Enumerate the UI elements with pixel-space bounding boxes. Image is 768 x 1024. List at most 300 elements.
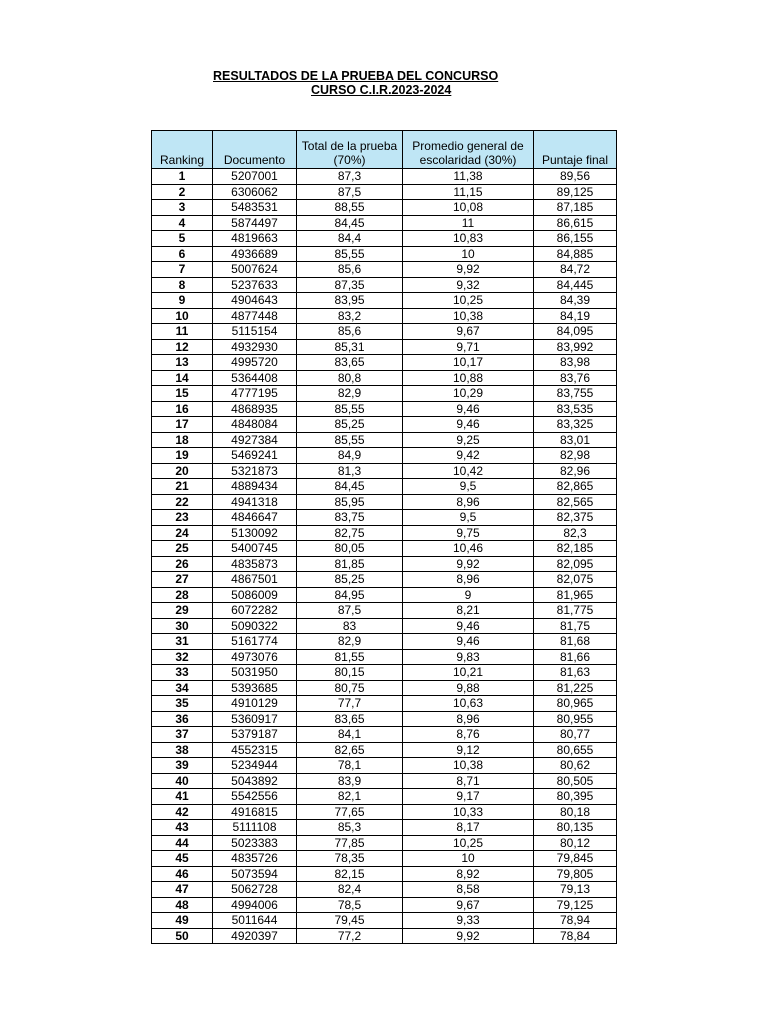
ranking-cell: 50 (152, 928, 213, 944)
puntaje-final-cell: 82,96 (534, 463, 617, 479)
total-prueba-cell: 85,25 (297, 417, 403, 433)
puntaje-final-cell: 81,225 (534, 680, 617, 696)
total-prueba-cell: 83 (297, 618, 403, 634)
puntaje-final-cell: 87,185 (534, 200, 617, 216)
table-row (152, 804, 617, 820)
promedio-cell: 9,71 (403, 339, 534, 355)
table-row (152, 293, 617, 309)
documento-cell: 4835873 (213, 556, 297, 572)
total-prueba-cell: 80,8 (297, 370, 403, 386)
table-row (152, 525, 617, 541)
title-line-1: RESULTADOS DE LA PRUEBA DEL CONCURSO (213, 69, 499, 83)
header-documento: Documento (213, 131, 297, 169)
promedio-cell: 9,46 (403, 401, 534, 417)
table-row (152, 556, 617, 572)
ranking-cell: 16 (152, 401, 213, 417)
table-row (152, 603, 617, 619)
table-row (152, 277, 617, 293)
total-prueba-cell: 87,5 (297, 603, 403, 619)
promedio-cell: 10,42 (403, 463, 534, 479)
total-prueba-cell: 83,65 (297, 355, 403, 371)
ranking-cell: 32 (152, 649, 213, 665)
total-prueba-cell: 87,35 (297, 277, 403, 293)
promedio-cell: 8,96 (403, 494, 534, 510)
ranking-cell: 22 (152, 494, 213, 510)
header-row (152, 131, 617, 169)
documento-cell: 5031950 (213, 665, 297, 681)
ranking-cell: 9 (152, 293, 213, 309)
total-prueba-cell: 82,9 (297, 634, 403, 650)
documento-cell: 4877448 (213, 308, 297, 324)
puntaje-final-cell: 78,84 (534, 928, 617, 944)
puntaje-final-cell: 78,94 (534, 913, 617, 929)
total-prueba-cell: 81,55 (297, 649, 403, 665)
total-prueba-cell: 85,6 (297, 262, 403, 278)
promedio-cell: 8,17 (403, 820, 534, 836)
table-row (152, 432, 617, 448)
documento-cell: 5007624 (213, 262, 297, 278)
ranking-cell: 40 (152, 773, 213, 789)
documento-cell: 5542556 (213, 789, 297, 805)
table-row (152, 386, 617, 402)
promedio-cell: 10 (403, 851, 534, 867)
documento-cell: 5469241 (213, 448, 297, 464)
table-row (152, 215, 617, 231)
total-prueba-cell: 77,85 (297, 835, 403, 851)
ranking-cell: 49 (152, 913, 213, 929)
total-prueba-cell: 85,6 (297, 324, 403, 340)
ranking-cell: 48 (152, 897, 213, 913)
total-prueba-cell: 81,85 (297, 556, 403, 572)
ranking-cell: 47 (152, 882, 213, 898)
promedio-cell: 10,25 (403, 293, 534, 309)
ranking-cell: 12 (152, 339, 213, 355)
table-row (152, 541, 617, 557)
ranking-cell: 41 (152, 789, 213, 805)
documento-cell: 4819663 (213, 231, 297, 247)
documento-cell: 5115154 (213, 324, 297, 340)
puntaje-final-cell: 79,805 (534, 866, 617, 882)
puntaje-final-cell: 82,565 (534, 494, 617, 510)
total-prueba-cell: 84,45 (297, 215, 403, 231)
documento-cell: 5364408 (213, 370, 297, 386)
promedio-cell: 10,17 (403, 355, 534, 371)
promedio-cell: 10,08 (403, 200, 534, 216)
ranking-cell: 34 (152, 680, 213, 696)
total-prueba-cell: 81,3 (297, 463, 403, 479)
promedio-cell: 11,38 (403, 169, 534, 185)
promedio-cell: 9,25 (403, 432, 534, 448)
promedio-cell: 10,38 (403, 308, 534, 324)
documento-cell: 6306062 (213, 184, 297, 200)
ranking-cell: 4 (152, 215, 213, 231)
puntaje-final-cell: 79,13 (534, 882, 617, 898)
total-prueba-cell: 85,55 (297, 246, 403, 262)
ranking-cell: 27 (152, 572, 213, 588)
promedio-cell: 8,21 (403, 603, 534, 619)
table-row (152, 665, 617, 681)
table-row (152, 897, 617, 913)
promedio-cell: 9,83 (403, 649, 534, 665)
ranking-cell: 14 (152, 370, 213, 386)
promedio-cell: 11,15 (403, 184, 534, 200)
puntaje-final-cell: 80,18 (534, 804, 617, 820)
promedio-cell: 10,33 (403, 804, 534, 820)
ranking-cell: 6 (152, 246, 213, 262)
ranking-cell: 25 (152, 541, 213, 557)
puntaje-final-cell: 86,615 (534, 215, 617, 231)
table-row (152, 231, 617, 247)
ranking-cell: 3 (152, 200, 213, 216)
documento-cell: 4867501 (213, 572, 297, 588)
promedio-cell: 9,67 (403, 324, 534, 340)
total-prueba-cell: 82,4 (297, 882, 403, 898)
promedio-cell: 8,58 (403, 882, 534, 898)
total-prueba-cell: 84,95 (297, 587, 403, 603)
documento-cell: 4910129 (213, 696, 297, 712)
table-row (152, 711, 617, 727)
table-row (152, 634, 617, 650)
ranking-cell: 21 (152, 479, 213, 495)
documento-cell: 4846647 (213, 510, 297, 526)
total-prueba-cell: 85,55 (297, 401, 403, 417)
puntaje-final-cell: 80,77 (534, 727, 617, 743)
documento-cell: 5023383 (213, 835, 297, 851)
promedio-cell: 9,42 (403, 448, 534, 464)
puntaje-final-cell: 84,885 (534, 246, 617, 262)
documento-cell: 4932930 (213, 339, 297, 355)
puntaje-final-cell: 89,56 (534, 169, 617, 185)
header-ranking: Ranking (152, 131, 213, 169)
documento-cell: 4973076 (213, 649, 297, 665)
puntaje-final-cell: 80,505 (534, 773, 617, 789)
table-row (152, 851, 617, 867)
total-prueba-cell: 83,95 (297, 293, 403, 309)
documento-cell: 5111108 (213, 820, 297, 836)
ranking-cell: 46 (152, 866, 213, 882)
ranking-cell: 1 (152, 169, 213, 185)
promedio-cell: 10,25 (403, 835, 534, 851)
table-row (152, 494, 617, 510)
documento-cell: 4552315 (213, 742, 297, 758)
documento-cell: 5043892 (213, 773, 297, 789)
documento-cell: 4916815 (213, 804, 297, 820)
puntaje-final-cell: 84,39 (534, 293, 617, 309)
promedio-cell: 9 (403, 587, 534, 603)
table-row (152, 758, 617, 774)
ranking-cell: 31 (152, 634, 213, 650)
table-body (152, 169, 617, 944)
ranking-cell: 5 (152, 231, 213, 247)
promedio-cell: 8,96 (403, 711, 534, 727)
total-prueba-cell: 78,5 (297, 897, 403, 913)
total-prueba-cell: 85,55 (297, 432, 403, 448)
puntaje-final-cell: 83,76 (534, 370, 617, 386)
puntaje-final-cell: 82,3 (534, 525, 617, 541)
table-row (152, 169, 617, 185)
documento-cell: 4927384 (213, 432, 297, 448)
documento-cell: 5207001 (213, 169, 297, 185)
table-row (152, 866, 617, 882)
documento-cell: 4777195 (213, 386, 297, 402)
table-row (152, 789, 617, 805)
puntaje-final-cell: 80,655 (534, 742, 617, 758)
table-row (152, 649, 617, 665)
promedio-cell: 9,5 (403, 479, 534, 495)
puntaje-final-cell: 80,12 (534, 835, 617, 851)
table-row (152, 572, 617, 588)
documento-cell: 5321873 (213, 463, 297, 479)
puntaje-final-cell: 81,965 (534, 587, 617, 603)
ranking-cell: 24 (152, 525, 213, 541)
ranking-cell: 44 (152, 835, 213, 851)
table-row (152, 742, 617, 758)
total-prueba-cell: 85,3 (297, 820, 403, 836)
puntaje-final-cell: 82,075 (534, 572, 617, 588)
table-row (152, 401, 617, 417)
puntaje-final-cell: 79,845 (534, 851, 617, 867)
documento-cell: 5062728 (213, 882, 297, 898)
puntaje-final-cell: 83,535 (534, 401, 617, 417)
puntaje-final-cell: 81,68 (534, 634, 617, 650)
documento-cell: 6072282 (213, 603, 297, 619)
puntaje-final-cell: 84,445 (534, 277, 617, 293)
total-prueba-cell: 78,1 (297, 758, 403, 774)
total-prueba-cell: 85,31 (297, 339, 403, 355)
ranking-cell: 17 (152, 417, 213, 433)
puntaje-final-cell: 89,125 (534, 184, 617, 200)
ranking-cell: 36 (152, 711, 213, 727)
puntaje-final-cell: 82,185 (534, 541, 617, 557)
documento-cell: 5874497 (213, 215, 297, 231)
promedio-cell: 9,46 (403, 618, 534, 634)
promedio-cell: 10,88 (403, 370, 534, 386)
puntaje-final-cell: 83,992 (534, 339, 617, 355)
promedio-cell: 10,29 (403, 386, 534, 402)
puntaje-final-cell: 83,98 (534, 355, 617, 371)
total-prueba-cell: 85,25 (297, 572, 403, 588)
table-row (152, 324, 617, 340)
puntaje-final-cell: 81,66 (534, 649, 617, 665)
promedio-cell: 9,32 (403, 277, 534, 293)
ranking-cell: 43 (152, 820, 213, 836)
header-total-prueba: Total de la prueba (70%) (297, 131, 403, 169)
promedio-cell: 9,46 (403, 634, 534, 650)
documento-cell: 5090322 (213, 618, 297, 634)
table-row (152, 587, 617, 603)
ranking-cell: 23 (152, 510, 213, 526)
puntaje-final-cell: 80,62 (534, 758, 617, 774)
ranking-cell: 39 (152, 758, 213, 774)
promedio-cell: 10,63 (403, 696, 534, 712)
total-prueba-cell: 82,15 (297, 866, 403, 882)
promedio-cell: 9,12 (403, 742, 534, 758)
promedio-cell: 10,83 (403, 231, 534, 247)
total-prueba-cell: 77,7 (297, 696, 403, 712)
documento-cell: 5073594 (213, 866, 297, 882)
ranking-cell: 2 (152, 184, 213, 200)
promedio-cell: 8,96 (403, 572, 534, 588)
puntaje-final-cell: 82,98 (534, 448, 617, 464)
documento-cell: 4920397 (213, 928, 297, 944)
table-row (152, 618, 617, 634)
promedio-cell: 11 (403, 215, 534, 231)
table-row (152, 262, 617, 278)
documento-cell: 5130092 (213, 525, 297, 541)
total-prueba-cell: 88,55 (297, 200, 403, 216)
promedio-cell: 9,46 (403, 417, 534, 433)
documento-cell: 4941318 (213, 494, 297, 510)
total-prueba-cell: 80,15 (297, 665, 403, 681)
ranking-cell: 11 (152, 324, 213, 340)
table-row (152, 355, 617, 371)
ranking-cell: 30 (152, 618, 213, 634)
total-prueba-cell: 87,5 (297, 184, 403, 200)
promedio-cell: 9,88 (403, 680, 534, 696)
promedio-cell: 8,71 (403, 773, 534, 789)
total-prueba-cell: 77,65 (297, 804, 403, 820)
puntaje-final-cell: 83,755 (534, 386, 617, 402)
puntaje-final-cell: 81,75 (534, 618, 617, 634)
promedio-cell: 9,17 (403, 789, 534, 805)
total-prueba-cell: 78,35 (297, 851, 403, 867)
promedio-cell: 10,46 (403, 541, 534, 557)
documento-cell: 5011644 (213, 913, 297, 929)
documento-cell: 5483531 (213, 200, 297, 216)
table-row (152, 727, 617, 743)
ranking-cell: 20 (152, 463, 213, 479)
ranking-cell: 7 (152, 262, 213, 278)
total-prueba-cell: 82,1 (297, 789, 403, 805)
table-row (152, 246, 617, 262)
puntaje-final-cell: 81,63 (534, 665, 617, 681)
ranking-cell: 26 (152, 556, 213, 572)
promedio-cell: 8,92 (403, 866, 534, 882)
promedio-cell: 9,5 (403, 510, 534, 526)
table-row (152, 463, 617, 479)
ranking-cell: 45 (152, 851, 213, 867)
table-row (152, 200, 617, 216)
total-prueba-cell: 83,65 (297, 711, 403, 727)
promedio-cell: 9,92 (403, 262, 534, 278)
documento-cell: 5161774 (213, 634, 297, 650)
total-prueba-cell: 79,45 (297, 913, 403, 929)
documento-cell: 5360917 (213, 711, 297, 727)
puntaje-final-cell: 86,155 (534, 231, 617, 247)
ranking-cell: 10 (152, 308, 213, 324)
documento-cell: 4835726 (213, 851, 297, 867)
table-row (152, 680, 617, 696)
puntaje-final-cell: 80,965 (534, 696, 617, 712)
total-prueba-cell: 83,9 (297, 773, 403, 789)
ranking-cell: 33 (152, 665, 213, 681)
puntaje-final-cell: 81,775 (534, 603, 617, 619)
documento-cell: 4995720 (213, 355, 297, 371)
ranking-cell: 35 (152, 696, 213, 712)
documento-cell: 4936689 (213, 246, 297, 262)
table-row (152, 696, 617, 712)
ranking-cell: 13 (152, 355, 213, 371)
table-row (152, 184, 617, 200)
documento-cell: 5379187 (213, 727, 297, 743)
promedio-cell: 9,92 (403, 928, 534, 944)
header-promedio-escolaridad: Promedio general de escolaridad (30%) (403, 131, 534, 169)
total-prueba-cell: 80,75 (297, 680, 403, 696)
total-prueba-cell: 84,9 (297, 448, 403, 464)
documento-cell: 5234944 (213, 758, 297, 774)
puntaje-final-cell: 82,865 (534, 479, 617, 495)
results-table (151, 130, 617, 944)
table-row (152, 882, 617, 898)
ranking-cell: 38 (152, 742, 213, 758)
ranking-cell: 28 (152, 587, 213, 603)
total-prueba-cell: 80,05 (297, 541, 403, 557)
promedio-cell: 10,21 (403, 665, 534, 681)
total-prueba-cell: 77,2 (297, 928, 403, 944)
ranking-cell: 42 (152, 804, 213, 820)
documento-cell: 4848084 (213, 417, 297, 433)
puntaje-final-cell: 82,375 (534, 510, 617, 526)
table-row (152, 913, 617, 929)
table-row (152, 448, 617, 464)
puntaje-final-cell: 82,095 (534, 556, 617, 572)
table-row (152, 417, 617, 433)
documento-cell: 5393685 (213, 680, 297, 696)
total-prueba-cell: 83,2 (297, 308, 403, 324)
puntaje-final-cell: 84,72 (534, 262, 617, 278)
puntaje-final-cell: 83,01 (534, 432, 617, 448)
promedio-cell: 9,33 (403, 913, 534, 929)
puntaje-final-cell: 80,395 (534, 789, 617, 805)
total-prueba-cell: 84,1 (297, 727, 403, 743)
puntaje-final-cell: 80,955 (534, 711, 617, 727)
promedio-cell: 10 (403, 246, 534, 262)
promedio-cell: 9,67 (403, 897, 534, 913)
documento-cell: 4904643 (213, 293, 297, 309)
total-prueba-cell: 84,4 (297, 231, 403, 247)
table-row (152, 820, 617, 836)
table-row (152, 308, 617, 324)
documento-cell: 5237633 (213, 277, 297, 293)
table-row (152, 835, 617, 851)
puntaje-final-cell: 84,19 (534, 308, 617, 324)
puntaje-final-cell: 80,135 (534, 820, 617, 836)
ranking-cell: 8 (152, 277, 213, 293)
table-row (152, 339, 617, 355)
table-row (152, 510, 617, 526)
puntaje-final-cell: 83,325 (534, 417, 617, 433)
table-row (152, 928, 617, 944)
ranking-cell: 15 (152, 386, 213, 402)
ranking-cell: 19 (152, 448, 213, 464)
promedio-cell: 9,92 (403, 556, 534, 572)
table-row (152, 479, 617, 495)
total-prueba-cell: 83,75 (297, 510, 403, 526)
total-prueba-cell: 82,65 (297, 742, 403, 758)
table-row (152, 370, 617, 386)
puntaje-final-cell: 79,125 (534, 897, 617, 913)
ranking-cell: 29 (152, 603, 213, 619)
total-prueba-cell: 84,45 (297, 479, 403, 495)
documento-cell: 5086009 (213, 587, 297, 603)
ranking-cell: 37 (152, 727, 213, 743)
ranking-cell: 18 (152, 432, 213, 448)
documento-cell: 5400745 (213, 541, 297, 557)
total-prueba-cell: 85,95 (297, 494, 403, 510)
promedio-cell: 8,76 (403, 727, 534, 743)
promedio-cell: 10,38 (403, 758, 534, 774)
documento-cell: 4868935 (213, 401, 297, 417)
